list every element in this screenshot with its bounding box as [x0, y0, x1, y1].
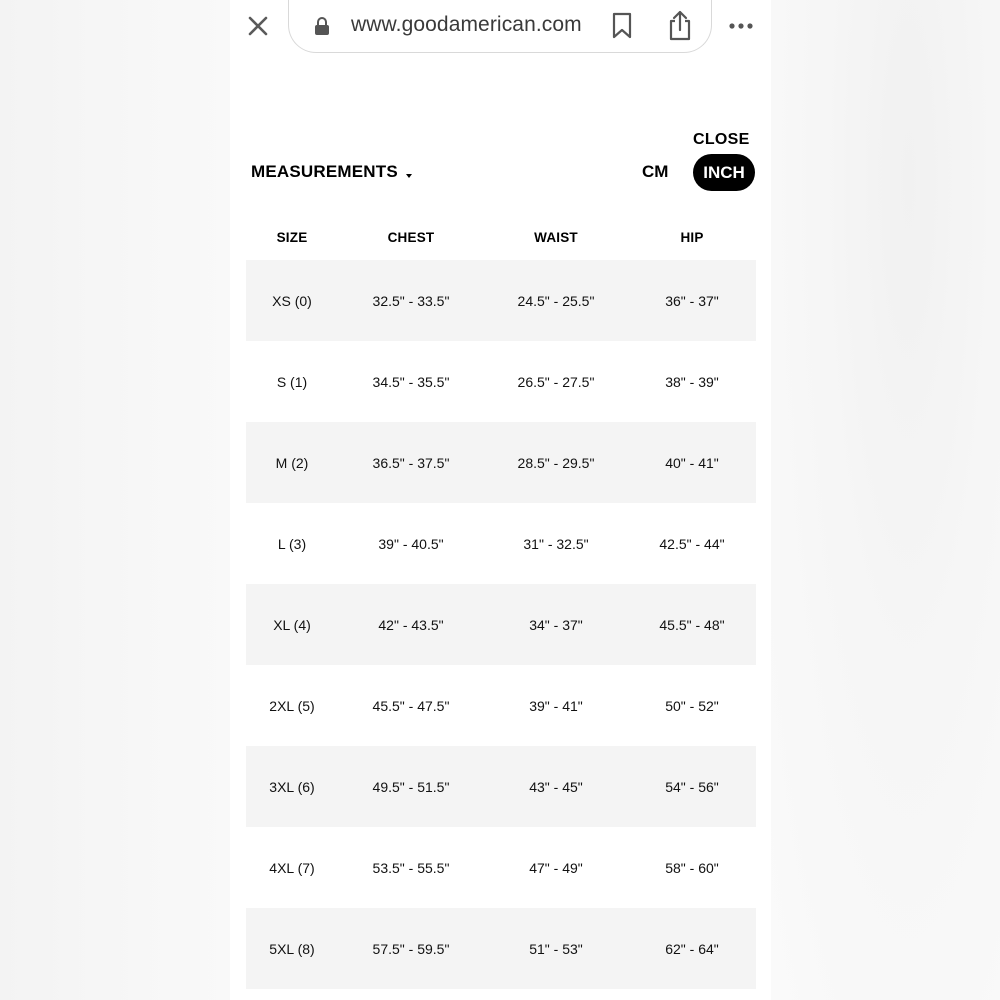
- cell-waist: 51" - 53": [529, 940, 583, 957]
- measurements-title[interactable]: MEASUREMENTS: [251, 162, 398, 181]
- table-row: [246, 746, 756, 827]
- unit-toggle-cm[interactable]: CM: [642, 162, 669, 181]
- cell-size: 3XL (6): [269, 778, 315, 795]
- cell-waist: 24.5" - 25.5": [517, 292, 595, 309]
- cell-size: 4XL (7): [269, 859, 315, 876]
- cell-hip: 58" - 60": [665, 859, 719, 876]
- cell-hip: 50" - 52": [665, 697, 719, 714]
- share-icon[interactable]: [667, 10, 693, 42]
- table-row: [246, 827, 756, 908]
- cell-chest: 36.5" - 37.5": [372, 454, 450, 471]
- cell-waist: 47" - 49": [529, 859, 583, 876]
- cell-waist: 26.5" - 27.5": [517, 373, 595, 390]
- cell-chest: 45.5" - 47.5": [372, 697, 450, 714]
- cell-chest: 39" - 40.5": [378, 535, 444, 552]
- cell-size: 2XL (5): [269, 697, 315, 714]
- header-size: SIZE: [276, 229, 308, 245]
- caret-down-icon[interactable]: [404, 168, 414, 178]
- cell-chest: 32.5" - 33.5": [372, 292, 450, 309]
- close-icon[interactable]: [244, 12, 272, 40]
- header-hip: HIP: [680, 229, 704, 245]
- table-row: [246, 341, 756, 422]
- cell-size: L (3): [277, 535, 307, 552]
- cell-waist: 28.5" - 29.5": [517, 454, 595, 471]
- table-header: [246, 214, 756, 260]
- close-button[interactable]: CLOSE: [693, 131, 750, 148]
- cell-size: 5XL (8): [269, 940, 315, 957]
- cell-chest: 34.5" - 35.5": [372, 373, 450, 390]
- cell-hip: 36" - 37": [665, 292, 719, 309]
- cell-chest: 49.5" - 51.5": [372, 778, 450, 795]
- bookmark-icon[interactable]: [611, 12, 633, 40]
- cell-size: XL (4): [273, 616, 311, 633]
- cell-chest: 42" - 43.5": [378, 616, 444, 633]
- cell-size: S (1): [276, 373, 308, 390]
- cell-waist: 34" - 37": [529, 616, 583, 633]
- table-row: [246, 422, 756, 503]
- lock-icon: [313, 16, 331, 36]
- size-table: [246, 214, 756, 989]
- header-chest: CHEST: [387, 229, 435, 245]
- cell-size: M (2): [275, 454, 309, 471]
- cell-hip: 42.5" - 44": [659, 535, 725, 552]
- cell-size: XS (0): [272, 292, 312, 309]
- table-row: [246, 260, 756, 341]
- size-chart-screen: [230, 0, 771, 1000]
- header-waist: WAIST: [534, 229, 578, 245]
- background-right: [771, 0, 1000, 1000]
- url-text[interactable]: www.goodamerican.com: [351, 13, 582, 36]
- table-row: [246, 584, 756, 665]
- table-row: [246, 908, 756, 989]
- address-bar[interactable]: [288, 0, 712, 53]
- cell-waist: 43" - 45": [529, 778, 583, 795]
- unit-toggle-inch[interactable]: INCH: [693, 154, 755, 191]
- cell-chest: 57.5" - 59.5": [372, 940, 450, 957]
- background-left: [0, 0, 230, 1000]
- table-row: [246, 665, 756, 746]
- more-dots-icon[interactable]: [728, 16, 756, 36]
- cell-hip: 40" - 41": [665, 454, 719, 471]
- cell-hip: 45.5" - 48": [659, 616, 725, 633]
- cell-hip: 54" - 56": [665, 778, 719, 795]
- cell-waist: 39" - 41": [529, 697, 583, 714]
- cell-hip: 38" - 39": [665, 373, 719, 390]
- table-row: [246, 503, 756, 584]
- cell-hip: 62" - 64": [665, 940, 719, 957]
- cell-waist: 31" - 32.5": [523, 535, 589, 552]
- cell-chest: 53.5" - 55.5": [372, 859, 450, 876]
